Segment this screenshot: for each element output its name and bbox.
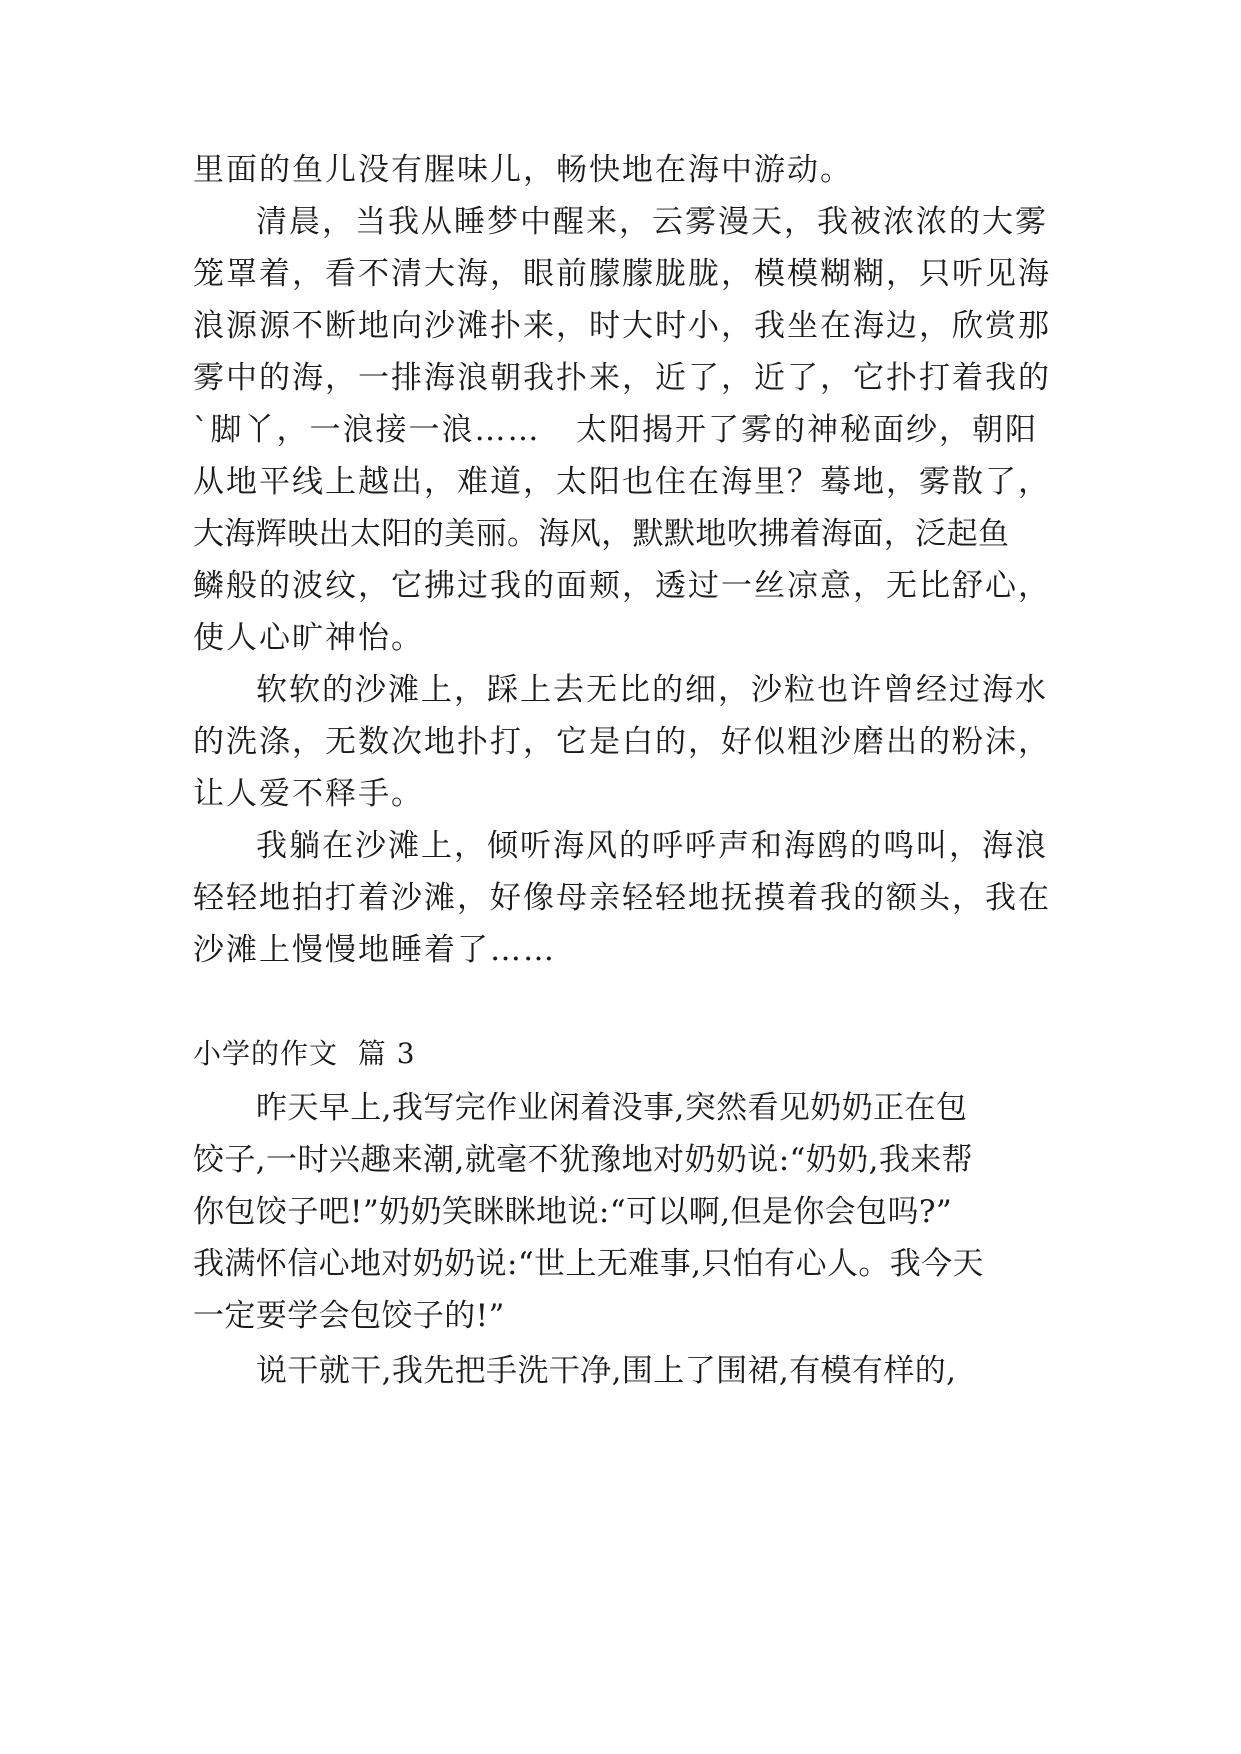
paragraph-line: `脚丫，一浪接一浪…… 太阳揭开了雾的神秘面纱，朝阳: [193, 412, 1039, 448]
paragraph-line: 大海辉映出太阳的美丽。海风，默默地吹拂着海面，泛起鱼: [193, 516, 1010, 552]
paragraph-line: 笼罩着，看不清大海，眼前朦朦胧胧，模模糊糊，只听见海: [193, 256, 1051, 292]
paragraph-line: 你包饺子吧!”奶奶笑眯眯地说:“可以啊,但是你会包吗?”: [193, 1194, 953, 1230]
paragraph-line: 让人爱不释手。: [193, 776, 424, 812]
paragraph-line: 饺子,一时兴趣来潮,就毫不犹豫地对奶奶说:“奶奶,我来帮: [193, 1142, 974, 1178]
paragraph-line: 里面的鱼儿没有腥味儿，畅快地在海中游动。: [193, 152, 853, 188]
paragraph-line: 软软的沙滩上，踩上去无比的细，沙粒也许曾经过海水: [256, 672, 1048, 708]
paragraph-line: 我躺在沙滩上，倾听海风的呼呼声和海鸥的鸣叫，海浪: [256, 828, 1048, 864]
paragraph-line: 昨天早上,我写完作业闲着没事,突然看见奶奶正在包: [256, 1090, 968, 1126]
paragraph-line: 轻轻地拍打着沙滩，好像母亲轻轻地抚摸着我的额头，我在: [193, 880, 1051, 916]
paragraph-line: 清晨，当我从睡梦中醒来，云雾漫天，我被浓浓的大雾: [256, 204, 1048, 240]
paragraph-line: 鳞般的波纹，它拂过我的面颊，透过一丝凉意，无比舒心，: [193, 568, 1051, 604]
paragraph-line: 雾中的海，一排海浪朝我扑来，近了，近了，它扑打着我的: [193, 360, 1051, 396]
paragraph-line: 我满怀信心地对奶奶说:“世上无难事,只怕有心人。我今天: [193, 1246, 984, 1282]
section-heading: 小学的作文 篇 3: [193, 1037, 416, 1070]
paragraph-line: 从地平线上越出，难道，太阳也住在海里？蓦地，雾散了，: [193, 464, 1051, 500]
paragraph-line: 的洗涤，无数次地扑打，它是白的，好似粗沙磨出的粉沫，: [193, 724, 1051, 760]
paragraph-line: 沙滩上慢慢地睡着了……: [193, 932, 556, 968]
paragraph-line: 说干就干,我先把手洗干净,围上了围裙,有模有样的,: [256, 1353, 957, 1389]
paragraph-line: 一定要学会包饺子的!”: [193, 1298, 505, 1334]
paragraph-line: 使人心旷神怡。: [193, 620, 424, 656]
paragraph-line: 浪源源不断地向沙滩扑来，时大时小，我坐在海边，欣赏那: [193, 308, 1051, 344]
